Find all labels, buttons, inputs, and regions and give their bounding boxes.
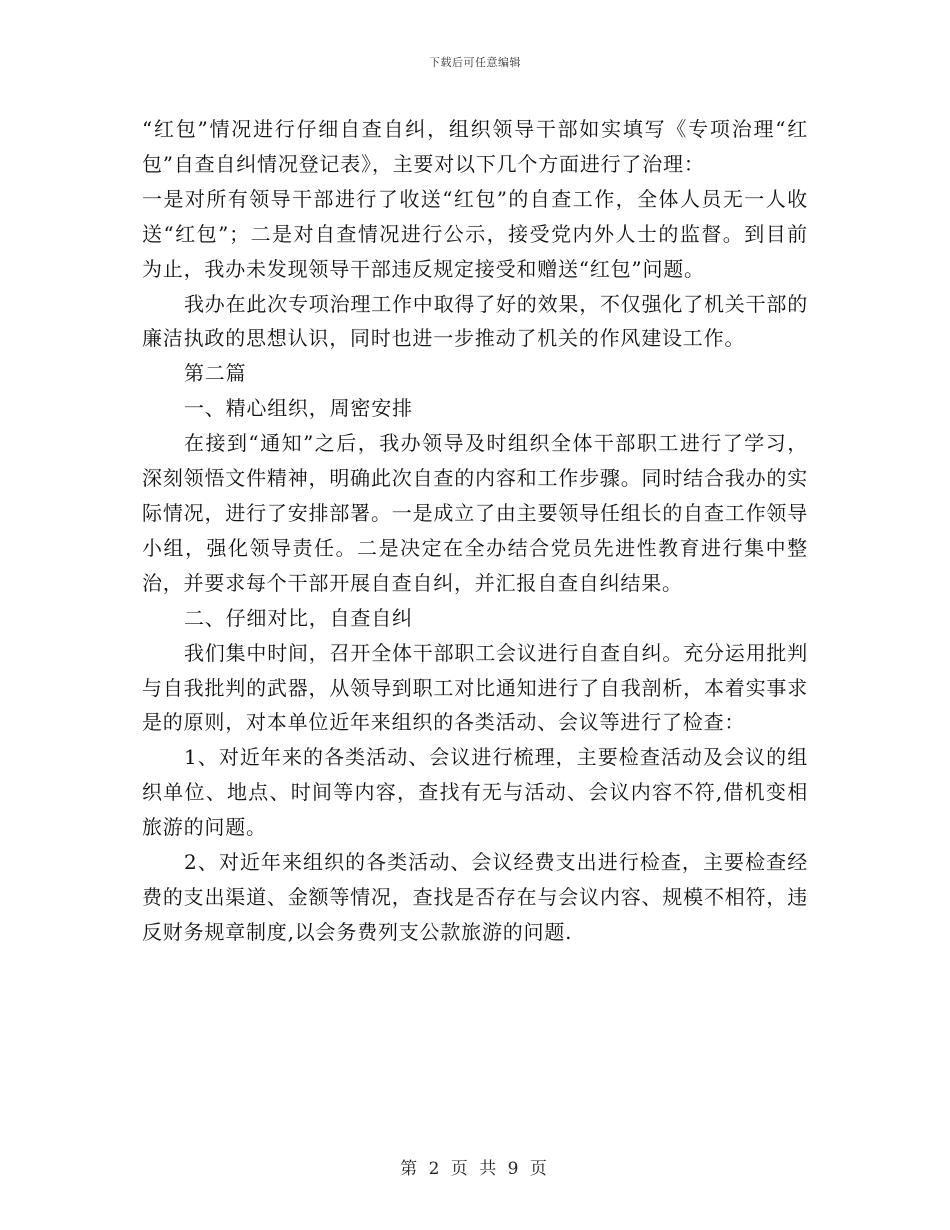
paragraph-3: 我办在此次专项治理工作中取得了好的效果，不仅强化了机关干部的廉洁执政的思想认识，同时也进一步推动了机关的作风建设工作。 <box>142 291 808 351</box>
list-item-1: 1、对近年来的各类活动、会议进行梳理，主要检查活动及会议的组织单位、地点、时间等内容，查找有无与活动、会议内容不符,借机变相旅游的问题。 <box>142 745 808 840</box>
paragraph-2: 一是对所有领导干部进行了收送“红包”的自查工作，全体人员无一人收送“红包”；二是对自查情况进行公示，接受党内外人士的监督。到目前为止，我办未发现领导干部违反规定接受和赠送“红包”问题。 <box>142 186 808 281</box>
section-heading-second-article: 第二篇 <box>184 361 247 386</box>
paragraph-5: 我们集中时间，召开全体干部职工会议进行自查自纠。充分运用批判与自我批判的武器，从领导到职工对比通知进行了自我剖析，本着实事求是的原则，对本单位近年来组织的各类活动、会议等进行了检查： <box>142 640 808 735</box>
page-header: 下载后可任意编辑 <box>429 56 521 69</box>
section-heading-2: 二、仔细对比，自查自纠 <box>184 605 413 630</box>
document-body <box>142 112 808 950</box>
paragraph-4: 在接到“通知”之后，我办领导及时组织全体干部职工进行了学习，深刻领悟文件精神，明确此次自查的内容和工作步骤。同时结合我办的实际情况，进行了安排部署。一是成立了由主要领导任组长的自查工作领导小组，强化领导责任。二是决定在全办结合党员先进性教育进行集中整治，并要求每个干部开展自查自纠，并汇报自查自纠结果。 <box>142 431 808 595</box>
page-footer: 第 2 页 共 9 页 <box>400 1159 550 1179</box>
list-item-2: 2、对近年来组织的各类活动、会议经费支出进行检查，主要检查经费的支出渠道、金额等情况，查找是否存在与会议内容、规模不相符，违反财务规章制度,以会务费列支公款旅游的问题. <box>142 850 808 944</box>
paragraph-1: “红包”情况进行仔细自查自纠，组织领导干部如实填写《专项治理“红包”自查自纠情况登记表》，主要对以下几个方面进行了治理： <box>142 117 808 176</box>
section-heading-1: 一、精心组织，周密安排 <box>184 396 413 421</box>
